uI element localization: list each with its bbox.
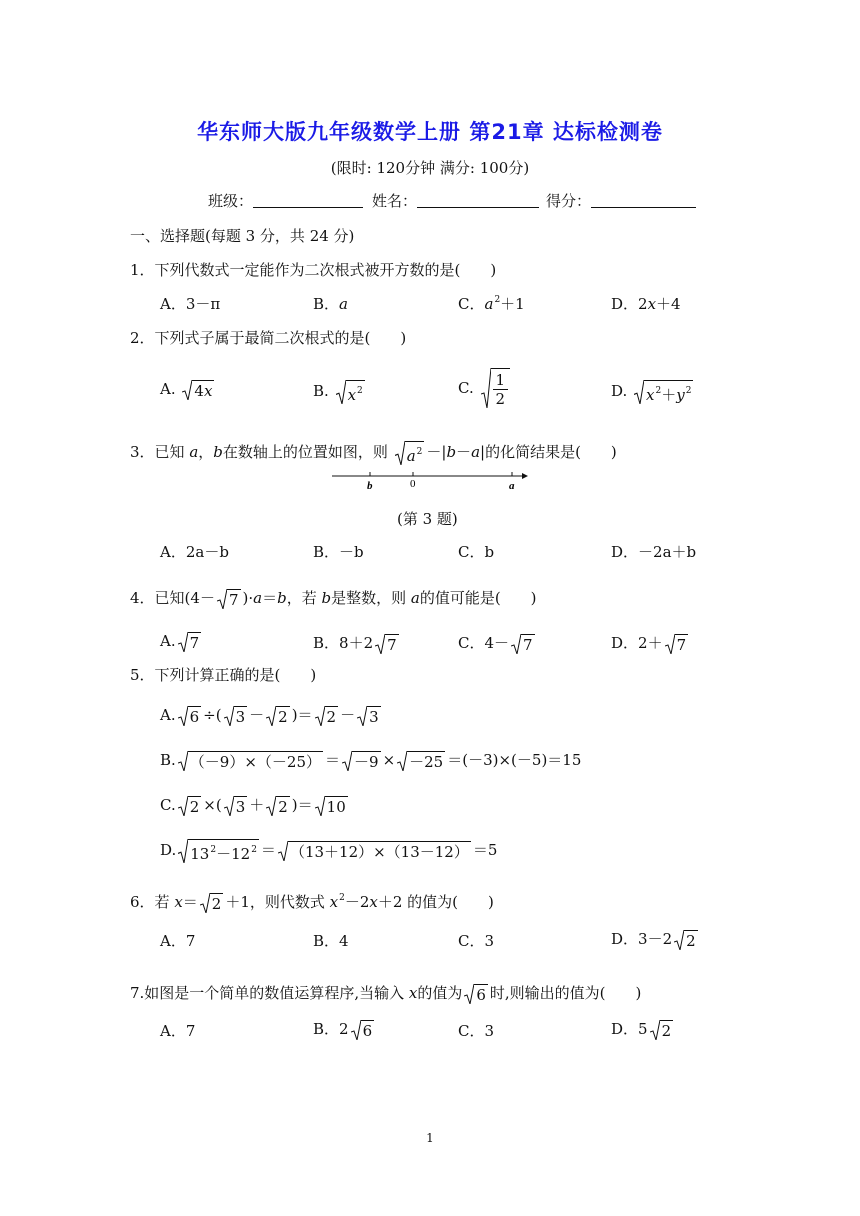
- sqrt-sign: [178, 839, 259, 863]
- sqrt-sign: [315, 796, 348, 816]
- q2-c-prefix: C.: [458, 379, 474, 397]
- question-5-stem: 5．下列计算正确的是( ): [130, 666, 317, 684]
- q3-stem-mid: 在数轴上的位置如图，则: [222, 443, 388, 461]
- q7-d-rad: 2: [661, 1022, 672, 1040]
- q5-a-t2: －: [249, 706, 265, 724]
- sqrt-sign: [464, 984, 488, 1004]
- q5-option-a[interactable]: [160, 704, 383, 726]
- sqrt-sign: [178, 706, 202, 726]
- q4-eq: ＝: [262, 589, 278, 607]
- q3-abs-a: a: [471, 443, 481, 461]
- q5-d-exp2: 2: [251, 845, 257, 855]
- sqrt-sign: [375, 634, 399, 654]
- q3-stem-pre: 3．已知: [130, 443, 190, 461]
- q2-d-var1: x: [646, 386, 655, 404]
- q4-stem-pre: 4．已知(4－: [130, 589, 215, 607]
- q5-d-prefix: D.: [160, 841, 177, 859]
- q3-option-c[interactable]: C．b: [458, 543, 495, 561]
- name-blank[interactable]: [417, 193, 539, 208]
- q5-c-r1: 2: [189, 798, 200, 816]
- q5-d-mid: －12: [216, 845, 251, 863]
- q5-option-b[interactable]: [160, 749, 581, 771]
- q7-option-b[interactable]: [313, 1018, 376, 1040]
- sqrt-sign: [395, 441, 425, 465]
- q1-c-exp: 2: [494, 295, 501, 305]
- q2-d-prefix: D.: [611, 382, 628, 400]
- q6-stem-rad: 2: [211, 895, 222, 913]
- sqrt-sign: [178, 796, 202, 816]
- q2-option-d[interactable]: [611, 380, 695, 404]
- q5-c-t1: ×(: [203, 796, 222, 814]
- page-number: 1: [426, 1131, 434, 1145]
- q4-d-rad: 7: [676, 636, 687, 654]
- q5-c-t3: )＝: [291, 796, 313, 814]
- q2-c-denominator: 2: [495, 390, 506, 408]
- sqrt-sign: [336, 380, 365, 404]
- q5-a-r4: 2: [326, 708, 337, 726]
- q7-b-prefix: B．2: [313, 1020, 349, 1038]
- q4-d-prefix: D．2＋: [611, 634, 663, 652]
- q5-c-r2: 3: [235, 798, 246, 816]
- axis-label-a: a: [509, 480, 515, 490]
- sqrt-sign: [200, 893, 224, 913]
- q4-var-b: b: [277, 589, 287, 607]
- q3-abs-minus: －: [456, 443, 472, 461]
- sqrt-sign: [266, 796, 290, 816]
- q7-b-rad: 6: [362, 1022, 373, 1040]
- section-heading: 一、选择题(每题 3 分，共 24 分): [130, 227, 355, 245]
- q5-d-end: ＝5: [472, 841, 498, 859]
- q2-d-exp1: 2: [655, 386, 662, 396]
- q5-d-eq: ＝: [260, 841, 276, 859]
- q4-stem-mid3: 是整数，则: [331, 589, 411, 607]
- q1-c-rest: ＋1: [500, 295, 525, 313]
- q1-d-rest: ＋4: [656, 295, 681, 313]
- class-field[interactable]: [208, 190, 363, 211]
- q2-b-prefix: B.: [313, 382, 329, 400]
- q6-stem-mid2: －2: [344, 893, 370, 911]
- q3-option-a[interactable]: A．2a－b: [160, 543, 229, 561]
- q1-c-prefix: C．: [458, 295, 485, 313]
- sqrt-sign: [224, 706, 248, 726]
- name-field[interactable]: [372, 190, 539, 211]
- q5-d-exp1: 2: [210, 845, 217, 855]
- q7-stem-mid: 的值为: [417, 984, 463, 1002]
- time-limit-subtitle: (限时: 120分钟 满分: 100分): [330, 159, 530, 177]
- q6-stem-end: ＋2 的值为( ): [377, 893, 494, 911]
- q7-option-d[interactable]: [611, 1018, 675, 1040]
- q3-rad-exp: 2: [416, 447, 423, 457]
- axis-label-0: 0: [410, 478, 416, 490]
- q2-a-var: x: [203, 382, 213, 400]
- q5-a-r5: 3: [369, 708, 379, 726]
- question-4-stem: [130, 587, 537, 609]
- q5-a-prefix: A.: [160, 706, 176, 724]
- q5-option-d[interactable]: [160, 839, 497, 863]
- sqrt-sign: [481, 368, 511, 408]
- q6-option-a[interactable]: A．7: [160, 932, 196, 950]
- q5-c-r3: 2: [278, 798, 288, 816]
- q3-rad-var: a: [406, 447, 416, 465]
- q3-var-a: a: [189, 443, 199, 461]
- sqrt-sign: [224, 796, 248, 816]
- q6-option-b[interactable]: B．4: [313, 932, 349, 950]
- axis-label-b: b: [367, 480, 373, 490]
- score-field[interactable]: [546, 190, 696, 211]
- q5-b-r2: －9: [354, 753, 379, 771]
- q2-option-a[interactable]: [160, 380, 216, 400]
- q2-a-num: 4: [194, 382, 204, 400]
- q6-var-x: x: [174, 893, 183, 911]
- q6-option-d[interactable]: [611, 928, 700, 950]
- q3-minus: －|: [426, 443, 447, 461]
- q5-b-t2: ×: [382, 751, 396, 769]
- q4-a-prefix: A.: [160, 632, 176, 650]
- q1-d-prefix: D．2: [611, 295, 648, 313]
- q4-c-prefix: C．4－: [458, 634, 510, 652]
- q7-var-x: x: [408, 984, 418, 1002]
- q5-a-r2: 3: [235, 708, 246, 726]
- fraction-one-half: [493, 371, 509, 408]
- question-2-stem: 2．下列式子属于最简二次根式的是( ): [130, 329, 407, 347]
- q5-b-prefix: B.: [160, 751, 176, 769]
- q1-b-var: a: [339, 295, 348, 313]
- q2-c-numerator: 1: [493, 371, 509, 390]
- q3-option-d[interactable]: D．－2a＋b: [611, 543, 697, 561]
- q2-d-exp2: 2: [685, 386, 692, 396]
- q7-stem-rad: 6: [476, 986, 486, 1004]
- sqrt-sign: [665, 634, 689, 654]
- q5-d-base1: 13: [190, 845, 210, 863]
- q7-option-c[interactable]: C．3: [458, 1022, 495, 1040]
- arrow-head-icon: [522, 473, 528, 479]
- q4-option-c[interactable]: [458, 632, 537, 654]
- q3-var-b: b: [213, 443, 223, 461]
- page-title: 华东师大版九年级数学上册 第21章 达标检测卷: [197, 120, 663, 144]
- q4-stem-mid2: ，若: [286, 589, 322, 607]
- q3-comma: ，: [198, 443, 214, 461]
- q7-stem-pre: 7.如图是一个简单的数值运算程序,当输入: [130, 984, 409, 1002]
- q5-a-t3: )＝: [291, 706, 313, 724]
- sqrt-sign: [178, 751, 323, 771]
- question-6-stem: [130, 891, 494, 913]
- q2-d-plus: ＋: [661, 386, 677, 404]
- q6-d-prefix: D．3－2: [611, 930, 673, 948]
- q5-b-t3: ＝(－3)×(－5)＝15: [447, 751, 582, 769]
- q2-d-var2: y: [676, 386, 685, 404]
- q4-a-rad: 7: [189, 634, 200, 652]
- q5-b-t1: ＝: [325, 751, 341, 769]
- sqrt-sign: [351, 1020, 375, 1040]
- class-label: 班级：: [208, 192, 254, 210]
- q4-var-b2: b: [321, 589, 332, 607]
- sqrt-sign: [357, 706, 381, 726]
- q6-var-x2: x: [329, 893, 339, 911]
- q4-b-prefix: B．8＋2: [313, 634, 374, 652]
- name-label: 姓名：: [372, 192, 418, 210]
- sqrt-sign: [634, 380, 693, 404]
- q5-c-t2: ＋: [249, 796, 265, 814]
- sqrt-sign: [266, 706, 290, 726]
- sqrt-sign: [178, 632, 202, 652]
- question-1-stem: 1．下列代数式一定能作为二次根式被开方数的是( ): [130, 261, 497, 279]
- q5-a-t4: －: [340, 706, 356, 724]
- q6-stem-pre: 6．若: [130, 893, 175, 911]
- q5-b-r1: （－9）×（－25）: [189, 753, 321, 771]
- number-line-figure: [330, 468, 530, 490]
- q3-abs-b: b: [446, 443, 457, 461]
- q5-option-c[interactable]: [160, 794, 350, 816]
- sqrt-sign: [278, 841, 471, 861]
- q4-c-rad: 7: [523, 636, 533, 654]
- q2-a-prefix: A.: [160, 380, 176, 398]
- q6-var-x3: x: [369, 893, 378, 911]
- q6-option-c[interactable]: C．3: [458, 932, 495, 950]
- q5-c-r4: 10: [326, 798, 346, 816]
- score-label: 得分：: [546, 192, 592, 210]
- q4-option-d[interactable]: [611, 632, 690, 654]
- q4-option-a[interactable]: [160, 632, 203, 652]
- q1-option-a[interactable]: A．3－π: [160, 295, 221, 313]
- q1-option-b[interactable]: [313, 293, 348, 314]
- q2-b-var: x: [347, 386, 357, 404]
- q5-a-r3: 2: [278, 708, 288, 726]
- class-blank[interactable]: [253, 193, 363, 208]
- q1-option-d[interactable]: [611, 293, 681, 314]
- q3-option-b[interactable]: B．－b: [313, 543, 364, 561]
- q1-d-var: x: [647, 295, 657, 313]
- q2-option-b[interactable]: [313, 380, 367, 404]
- q6-eq: ＝: [182, 893, 198, 911]
- sqrt-sign: [674, 930, 698, 950]
- sqrt-sign: [315, 706, 339, 726]
- q7-stem-end: 时,则输出的值为( ): [489, 984, 642, 1002]
- q4-stem-rad: 7: [228, 591, 239, 609]
- question-7-stem: [130, 982, 641, 1004]
- figure-caption: (第 3 题): [397, 510, 458, 528]
- q4-var-a2: a: [410, 589, 420, 607]
- q6-d-rad: 2: [686, 932, 696, 950]
- q4-var-a: a: [253, 589, 263, 607]
- sqrt-sign: [511, 634, 535, 654]
- q5-c-prefix: C.: [160, 796, 176, 814]
- q7-d-prefix: D．5: [611, 1020, 648, 1038]
- question-3-stem: [130, 441, 617, 465]
- sqrt-sign: [397, 751, 445, 771]
- q7-option-a[interactable]: A．7: [160, 1022, 196, 1040]
- q5-d-r2: （13＋12）×（13－12）: [289, 843, 469, 861]
- q2-option-c[interactable]: [458, 368, 512, 408]
- q5-b-r3: －25: [409, 753, 444, 771]
- sqrt-sign: [217, 589, 241, 609]
- sqrt-sign: [342, 751, 381, 771]
- q5-a-t1: ÷(: [203, 706, 222, 724]
- q2-b-exp: 2: [357, 386, 363, 396]
- q6-exp: 2: [339, 893, 345, 903]
- q4-b-rad: 7: [387, 636, 397, 654]
- score-blank[interactable]: [591, 193, 696, 208]
- q4-stem-end: 的值可能是( ): [419, 589, 537, 607]
- q4-option-b[interactable]: [313, 632, 401, 654]
- q5-a-r1: 6: [189, 708, 200, 726]
- q6-stem-mid: ＋1，则代数式: [225, 893, 330, 911]
- q3-stem-end: |的化简结果是( ): [480, 443, 617, 461]
- q1-b-prefix: B．: [313, 295, 340, 313]
- sqrt-sign: [182, 380, 214, 400]
- q1-option-c[interactable]: [458, 293, 525, 314]
- q4-stem-mid: )·: [242, 589, 254, 607]
- sqrt-sign: [650, 1020, 674, 1040]
- q1-c-var: a: [484, 295, 494, 313]
